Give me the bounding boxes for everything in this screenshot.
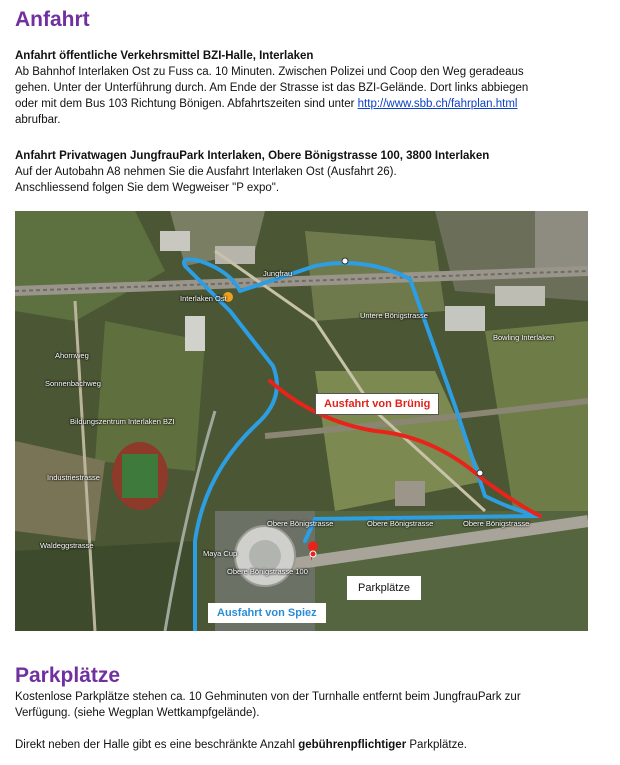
parking-text-3-bold: gebührenpflichtiger xyxy=(298,739,407,751)
map-label-address: Obere Bönigstrasse 100 xyxy=(227,567,308,576)
parking-block xyxy=(15,689,605,753)
map-label-bildung: Bildungszentrum Interlaken BZI xyxy=(70,417,175,426)
map-label-bowling: Bowling Interlaken xyxy=(493,333,555,342)
parking-text-3-post: Parkplätze. xyxy=(406,739,467,751)
private-car-text-2: Anschliessend folgen Sie dem Wegweiser "P expo". xyxy=(15,182,280,194)
callout-ausfahrt-bruenig: Ausfahrt von Brünig xyxy=(315,393,439,415)
map-label-ahorn: Ahornweg xyxy=(55,351,89,360)
parking-text-3 xyxy=(15,737,605,753)
parking-text-2: Verfügung. (siehe Wegplan Wettkampfgelände). xyxy=(15,707,260,719)
map-label-obere-2: Obere Bönigstrasse xyxy=(367,519,434,528)
map-label-obere-1: Obere Bönigstrasse xyxy=(267,519,334,528)
callout-ausfahrt-spiez: Ausfahrt von Spiez xyxy=(208,603,326,623)
map-label-obere-3: Obere Bönigstrasse xyxy=(463,519,530,528)
map-label-waldegg: Waldeggstrasse xyxy=(40,541,94,550)
public-transport-text-3: oder mit dem Bus 103 Richtung Bönigen. Abfahrtszeiten sind unter xyxy=(15,98,355,110)
map-label-interlaken-ost: Interlaken Ost xyxy=(180,294,227,303)
public-transport-text-4: abrufbar. xyxy=(15,114,61,126)
sbb-timetable-link[interactable]: http://www.sbb.ch/fahrplan.html xyxy=(357,98,518,110)
public-transport-heading: Anfahrt öffentliche Verkehrsmittel BZI-Halle, Interlaken xyxy=(15,50,314,62)
public-transport-text-2: gehen. Unter der Unterführung durch. Am Ende der Strasse ist das BZI-Gelände. Dort links abbiegen xyxy=(15,82,529,94)
map-label-industrie: Industriestrasse xyxy=(47,473,100,482)
map-label-sonnenbach: Sonnenbachweg xyxy=(45,379,101,388)
private-car-text-1: Auf der Autobahn A8 nehmen Sie die Ausfahrt Interlaken Ost (Ausfahrt 26). xyxy=(15,166,397,178)
section-title-anfahrt: Anfahrt xyxy=(15,8,90,31)
map-label-untere: Untere Bönigstrasse xyxy=(360,311,428,320)
section-title-parkplaetze: Parkplätze xyxy=(15,664,121,687)
private-car-block xyxy=(15,148,605,196)
parking-text-1: Kostenlose Parkplätze stehen ca. 10 Gehminuten von der Turnhalle entfernt beim JungfrauPark zur xyxy=(15,691,521,703)
map-label-maya: Maya Cup xyxy=(203,549,238,558)
parking-text-3-pre: Direkt neben der Halle gibt es eine beschränkte Anzahl xyxy=(15,739,299,751)
route-map xyxy=(15,211,588,631)
public-transport-block xyxy=(15,48,605,128)
map-label-jungfrau: Jungfrau xyxy=(263,269,293,278)
private-car-heading: Anfahrt Privatwagen JungfrauPark Interlaken, Obere Bönigstrasse 100, 3800 Interlaken xyxy=(15,150,490,162)
public-transport-text-1: Ab Bahnhof Interlaken Ost zu Fuss ca. 10 Minuten. Zwischen Polizei und Coop den Weg geradeaus xyxy=(15,66,524,78)
callout-parkplaetze: Parkplätze xyxy=(347,576,421,600)
